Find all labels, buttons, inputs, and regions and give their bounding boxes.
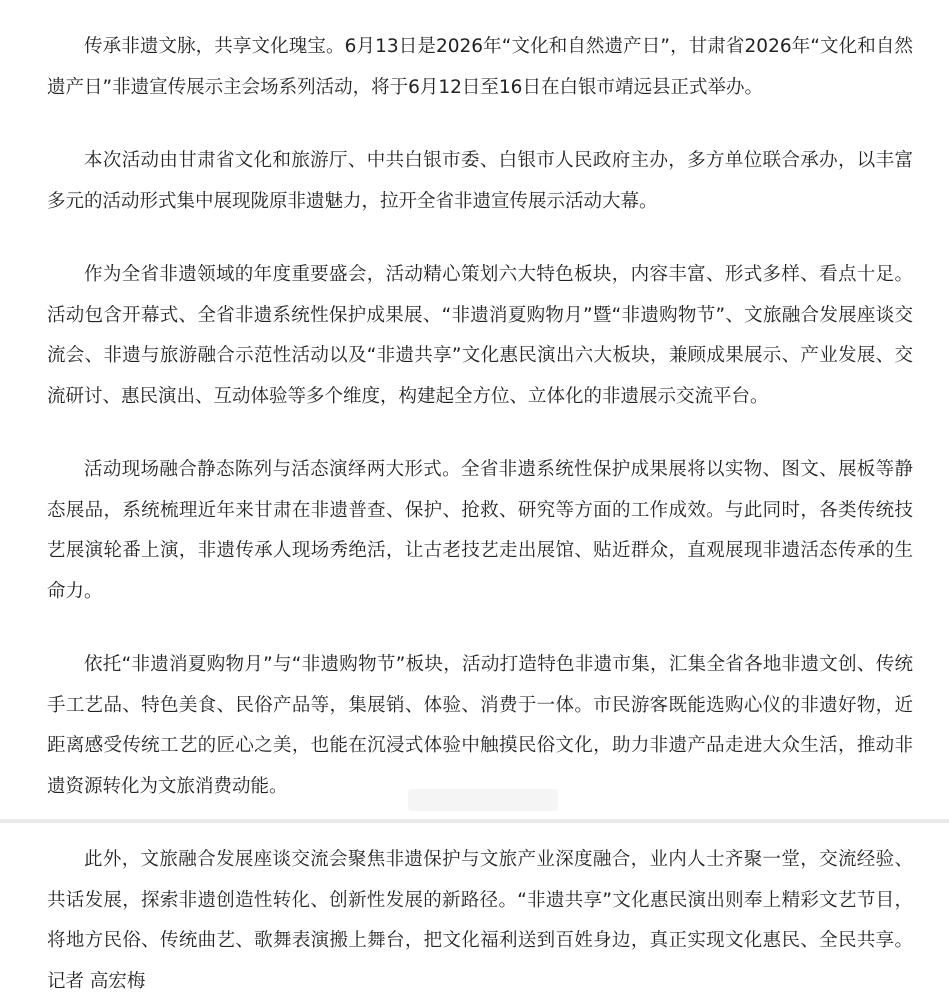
article-body [47, 27, 913, 1002]
page-bottom-border [0, 819, 949, 823]
article-paragraph-6: 此外，文旅融合发展座谈交流会聚焦非遗保护与文旅产业深度融合，业内人士齐聚一堂，交流经验、共话发展，探索非遗创造性转化、创新性发展的新路径。“非遗共享”文化惠民演出则奉上精彩文艺节目，将地方民俗、传统曲艺、歌舞表演搬上舞台，把文化福利送到百姓身边，真正实现文化惠民、全民共享。记者 高宏梅 [47, 849, 913, 992]
article-paragraph-5: 依托“非遗消夏购物月”与“非遗购物节”板块，活动打造特色非遗市集，汇集全省各地非遗文创、传统手工艺品、特色美食、民俗产品等，集展销、体验、消费于一体。市民游客既能选购心仪的非遗好物，近距离感受传统工艺的匠心之美，也能在沉浸式体验中触摸民俗文化，助力非遗产品走进大众生活，推动非遗资源转化为文旅消费动能。 [47, 654, 913, 797]
watermark-overlay [408, 789, 558, 811]
article-paragraph-4: 活动现场融合静态陈列与活态演绎两大形式。全省非遗系统性保护成果展将以实物、图文、展板等静态展品，系统梳理近年来甘肃在非遗普查、保护、抢救、研究等方面的工作成效。与此同时，各类传统技艺展演轮番上演，非遗传承人现场秀绝活，让古老技艺走出展馆、贴近群众，直观展现非遗活态传承的生命力。 [47, 459, 913, 602]
article-paragraph-2: 本次活动由甘肃省文化和旅游厅、中共白银市委、白银市人民政府主办，多方单位联合承办，以丰富多元的活动形式集中展现陇原非遗魅力，拉开全省非遗宣传展示活动大幕。 [47, 150, 913, 212]
article-paragraph-1: 传承非遗文脉，共享文化瑰宝。6月13日是2026年“文化和自然遗产日”，甘肃省2026年“文化和自然遗产日”非遗宣传展示主会场系列活动，将于6月12日至16日在白银市靖远县正式举办。 [47, 36, 913, 98]
article-paragraph-3: 作为全省非遗领域的年度重要盛会，活动精心策划六大特色板块，内容丰富、形式多样、看点十足。活动包含开幕式、全省非遗系统性保护成果展、“非遗消夏购物月”暨“非遗购物节”、文旅融合发展座谈交流会、非遗与旅游融合示范性活动以及“非遗共享”文化惠民演出六大板块，兼顾成果展示、产业发展、交流研讨、惠民演出、互动体验等多个维度，构建起全方位、立体化的非遗展示交流平台。 [47, 264, 913, 407]
